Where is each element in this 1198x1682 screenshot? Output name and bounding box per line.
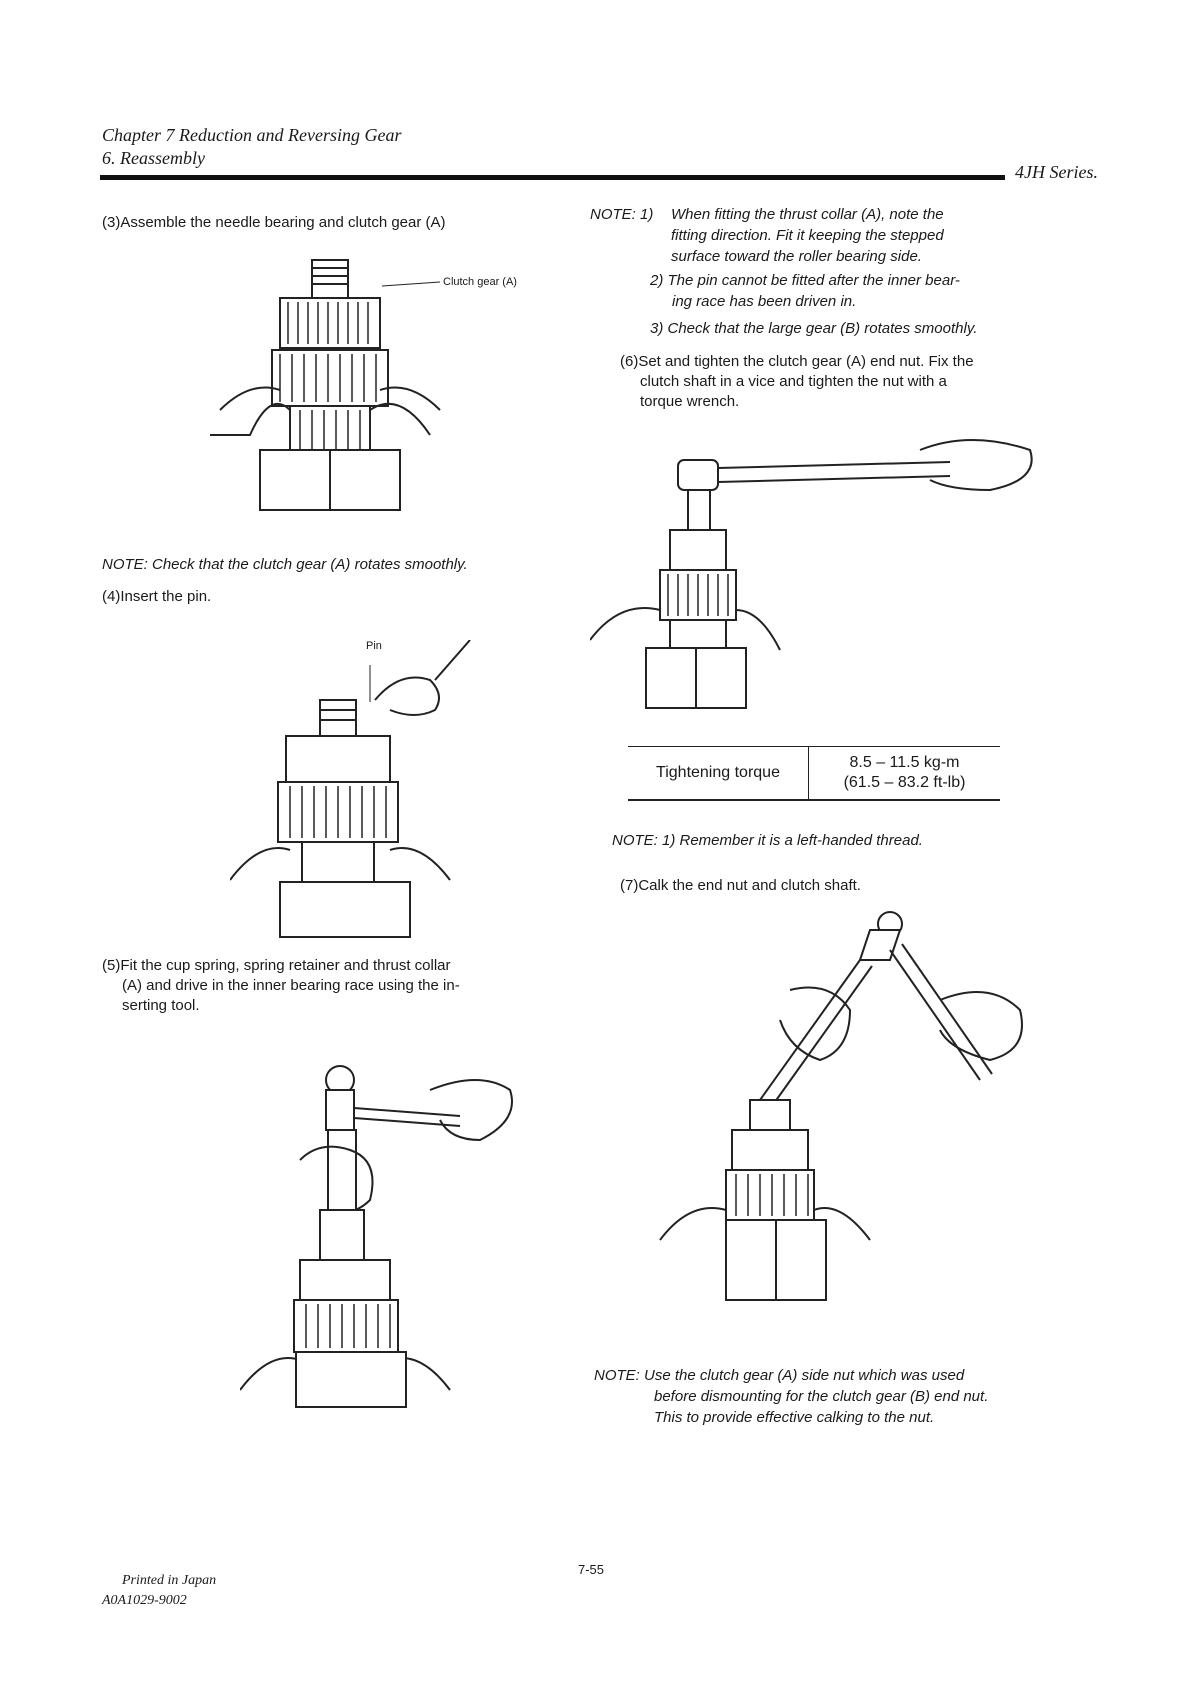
header-rule	[100, 175, 1005, 180]
step-5-line-1: (5)Fit the cup spring, spring retainer and thrust collar	[102, 957, 451, 974]
note-calking	[594, 1365, 1044, 1428]
step-5-line-3: serting tool.	[122, 997, 200, 1014]
note-item-2	[650, 270, 1030, 312]
note-item-3: 3) Check that the large gear (B) rotates smoothly.	[650, 320, 978, 337]
step-5	[102, 956, 562, 1016]
note-left-handed: NOTE: 1) Remember it is a left-handed thread.	[612, 832, 923, 849]
figure-label-pin: Pin	[366, 640, 382, 652]
chapter-title: Chapter 7 Reduction and Reversing Gear	[102, 125, 402, 145]
series-label: 4JH Series.	[1015, 162, 1098, 182]
note-item-1	[671, 204, 1031, 267]
step-6-line-3: torque wrench.	[640, 393, 740, 410]
note-calking-line-3: This to provide effective calking to the nut.	[654, 1409, 935, 1426]
torque-value-metric: 8.5 – 11.5 kg-m	[849, 754, 960, 771]
step-6-line-1: (6)Set and tighten the clutch gear (A) end nut. Fix the	[620, 353, 974, 370]
section-title: 6. Reassembly	[102, 148, 205, 168]
torque-table	[628, 746, 1000, 801]
figure-torque-wrench	[590, 430, 1050, 730]
footer-printed: Printed in Japan	[122, 1573, 217, 1588]
page-number: 7-55	[578, 1562, 605, 1577]
note-calking-line-2: before dismounting for the clutch gear (B) end nut.	[654, 1388, 989, 1405]
step-6-line-2: clutch shaft in a vice and tighten the nut with a	[640, 373, 947, 390]
torque-value-imperial: (61.5 – 83.2 ft-lb)	[843, 774, 966, 791]
footer-code: A0A1029-9002	[102, 1593, 187, 1608]
figure-insert-pin	[230, 640, 540, 940]
note-prefix: NOTE: 1)	[590, 206, 654, 223]
step-3: (3)Assemble the needle bearing and clutch gear (A)	[102, 214, 446, 231]
figure-calking	[650, 900, 1040, 1320]
note-clutch-rotates: NOTE: Check that the clutch gear (A) rotates smoothly.	[102, 556, 468, 573]
torque-label: Tightening torque	[628, 747, 809, 799]
note-item-1-line-2: fitting direction. Fit it keeping the stepped	[671, 227, 944, 244]
figure-label-clutch-gear: Clutch gear (A)	[443, 276, 517, 288]
figure-clutch-gear	[210, 250, 550, 520]
torque-values	[809, 747, 1000, 799]
step-7: (7)Calk the end nut and clutch shaft.	[620, 877, 861, 894]
step-5-line-2: (A) and drive in the inner bearing race using the in-	[122, 977, 460, 994]
note-item-1-line-3: surface toward the roller bearing side.	[671, 248, 922, 265]
note-item-1-line-1: When fitting the thrust collar (A), note the	[671, 206, 944, 223]
figure-hammer-insert	[240, 1050, 540, 1410]
step-4: (4)Insert the pin.	[102, 588, 212, 605]
note-item-2-line-1: 2) The pin cannot be fitted after the inner bear-	[650, 272, 960, 289]
step-6	[620, 352, 1038, 412]
note-calking-line-1: NOTE: Use the clutch gear (A) side nut which was used	[594, 1367, 965, 1384]
note-item-2-line-2: ing race has been driven in.	[672, 293, 857, 310]
